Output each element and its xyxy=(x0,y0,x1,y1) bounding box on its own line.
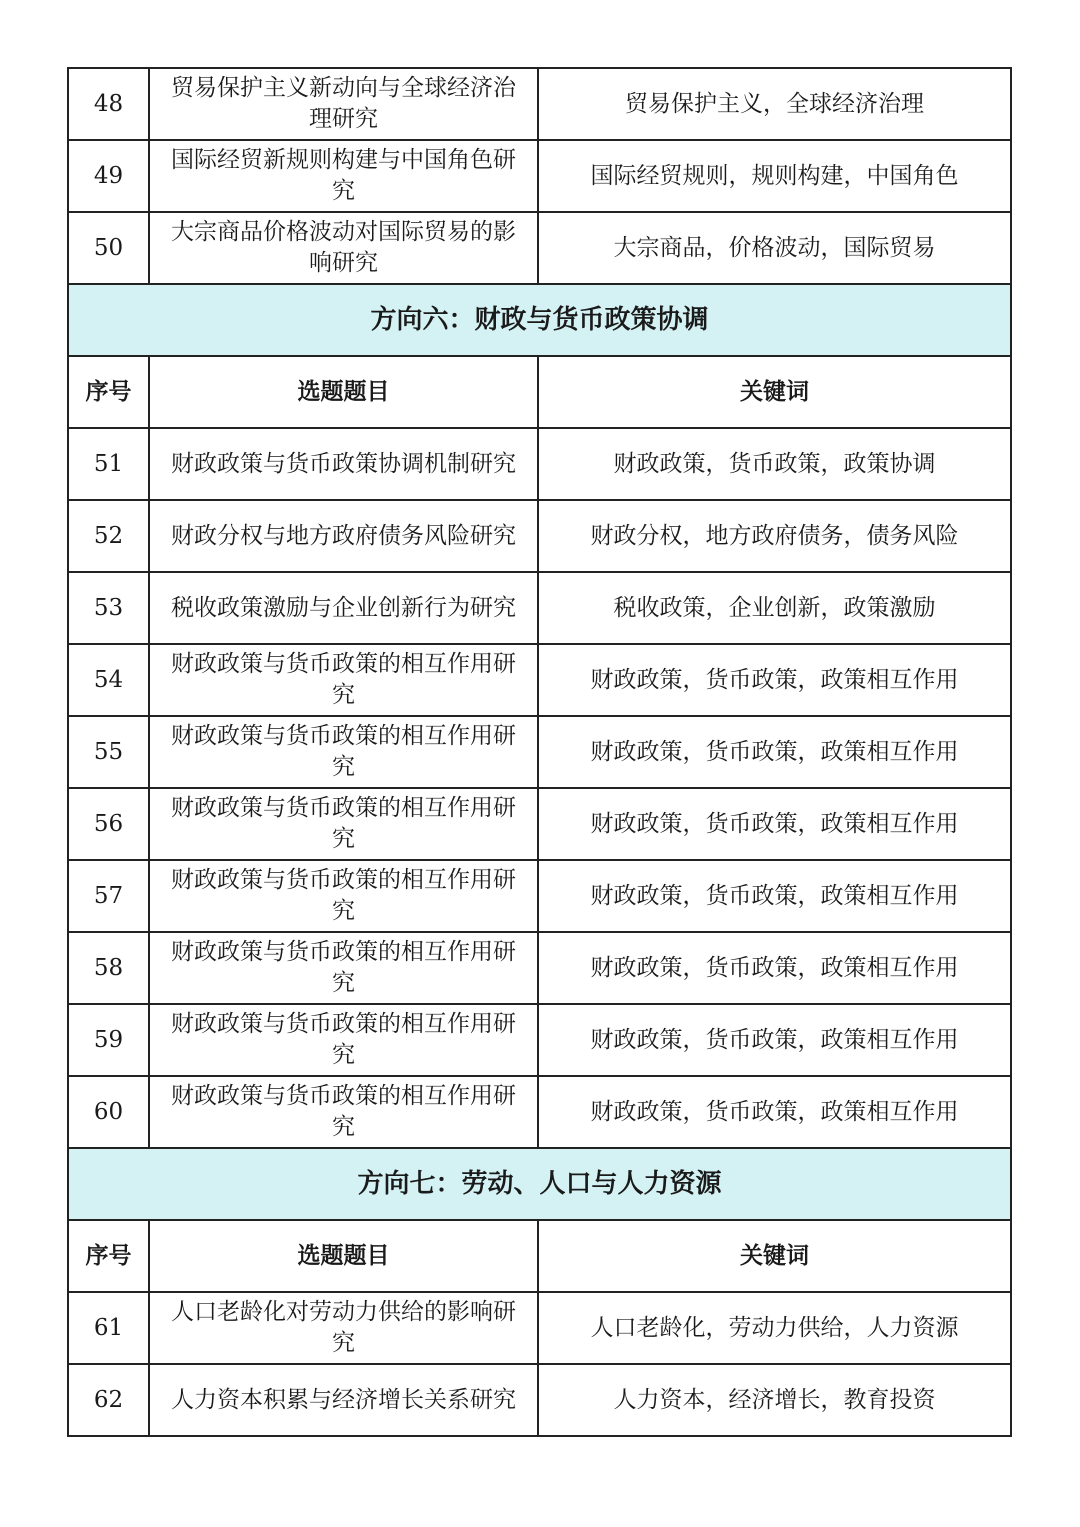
header-num: 序号 xyxy=(68,1220,149,1292)
header-topic: 选题题目 xyxy=(149,356,538,428)
header-keywords: 关键词 xyxy=(538,1220,1011,1292)
row-keywords: 财政政策，货币政策，政策相互作用 xyxy=(538,716,1011,788)
row-topic: 财政政策与货币政策的相互作用研究 xyxy=(149,860,538,932)
row-topic: 财政政策与货币政策的相互作用研究 xyxy=(149,932,538,1004)
topics-table xyxy=(67,67,1012,1437)
table-row xyxy=(68,140,1011,212)
row-number: 57 xyxy=(68,860,149,932)
row-keywords: 财政政策，货币政策，政策相互作用 xyxy=(538,1004,1011,1076)
row-topic: 人力资本积累与经济增长关系研究 xyxy=(149,1364,538,1436)
table-row xyxy=(68,1004,1011,1076)
topics-table-body xyxy=(68,68,1011,1436)
table-row xyxy=(68,428,1011,500)
row-topic: 贸易保护主义新动向与全球经济治理研究 xyxy=(149,68,538,140)
row-topic: 财政政策与货币政策协调机制研究 xyxy=(149,428,538,500)
row-number: 59 xyxy=(68,1004,149,1076)
row-keywords: 税收政策，企业创新，政策激励 xyxy=(538,572,1011,644)
row-keywords: 财政政策，货币政策，政策相互作用 xyxy=(538,644,1011,716)
row-keywords: 国际经贸规则，规则构建，中国角色 xyxy=(538,140,1011,212)
row-topic: 财政政策与货币政策的相互作用研究 xyxy=(149,1076,538,1148)
row-topic: 财政政策与货币政策的相互作用研究 xyxy=(149,1004,538,1076)
header-topic: 选题题目 xyxy=(149,1220,538,1292)
row-topic: 税收政策激励与企业创新行为研究 xyxy=(149,572,538,644)
table-row xyxy=(68,1364,1011,1436)
row-topic: 大宗商品价格波动对国际贸易的影响研究 xyxy=(149,212,538,284)
row-topic: 财政分权与地方政府债务风险研究 xyxy=(149,500,538,572)
section-title: 方向七：劳动、人口与人力资源 xyxy=(68,1148,1011,1220)
header-num: 序号 xyxy=(68,356,149,428)
row-number: 60 xyxy=(68,1076,149,1148)
row-number: 48 xyxy=(68,68,149,140)
row-number: 55 xyxy=(68,716,149,788)
row-keywords: 财政政策，货币政策，政策相互作用 xyxy=(538,932,1011,1004)
table-row xyxy=(68,1076,1011,1148)
header-keywords: 关键词 xyxy=(538,356,1011,428)
row-topic: 国际经贸新规则构建与中国角色研究 xyxy=(149,140,538,212)
table-row xyxy=(68,716,1011,788)
table-row xyxy=(68,932,1011,1004)
row-keywords: 人口老龄化，劳动力供给，人力资源 xyxy=(538,1292,1011,1364)
row-number: 58 xyxy=(68,932,149,1004)
table-row xyxy=(68,644,1011,716)
table-header-row xyxy=(68,1220,1011,1292)
row-number: 56 xyxy=(68,788,149,860)
row-number: 49 xyxy=(68,140,149,212)
table-row xyxy=(68,572,1011,644)
section-title: 方向六：财政与货币政策协调 xyxy=(68,284,1011,356)
row-keywords: 财政政策，货币政策，政策相互作用 xyxy=(538,788,1011,860)
table-row xyxy=(68,500,1011,572)
row-keywords: 大宗商品，价格波动，国际贸易 xyxy=(538,212,1011,284)
row-keywords: 贸易保护主义，全球经济治理 xyxy=(538,68,1011,140)
table-row xyxy=(68,212,1011,284)
section-heading-row xyxy=(68,1148,1011,1220)
row-keywords: 财政政策，货币政策，政策协调 xyxy=(538,428,1011,500)
row-keywords: 财政政策，货币政策，政策相互作用 xyxy=(538,860,1011,932)
section-heading-row xyxy=(68,284,1011,356)
table-row xyxy=(68,1292,1011,1364)
row-number: 51 xyxy=(68,428,149,500)
table-row xyxy=(68,68,1011,140)
row-topic: 人口老龄化对劳动力供给的影响研究 xyxy=(149,1292,538,1364)
row-topic: 财政政策与货币政策的相互作用研究 xyxy=(149,716,538,788)
row-number: 61 xyxy=(68,1292,149,1364)
table-row xyxy=(68,788,1011,860)
row-topic: 财政政策与货币政策的相互作用研究 xyxy=(149,644,538,716)
row-number: 52 xyxy=(68,500,149,572)
row-keywords: 财政分权，地方政府债务，债务风险 xyxy=(538,500,1011,572)
table-row xyxy=(68,860,1011,932)
row-keywords: 财政政策，货币政策，政策相互作用 xyxy=(538,1076,1011,1148)
row-number: 62 xyxy=(68,1364,149,1436)
row-number: 54 xyxy=(68,644,149,716)
row-topic: 财政政策与货币政策的相互作用研究 xyxy=(149,788,538,860)
row-keywords: 人力资本，经济增长，教育投资 xyxy=(538,1364,1011,1436)
row-number: 53 xyxy=(68,572,149,644)
row-number: 50 xyxy=(68,212,149,284)
table-header-row xyxy=(68,356,1011,428)
